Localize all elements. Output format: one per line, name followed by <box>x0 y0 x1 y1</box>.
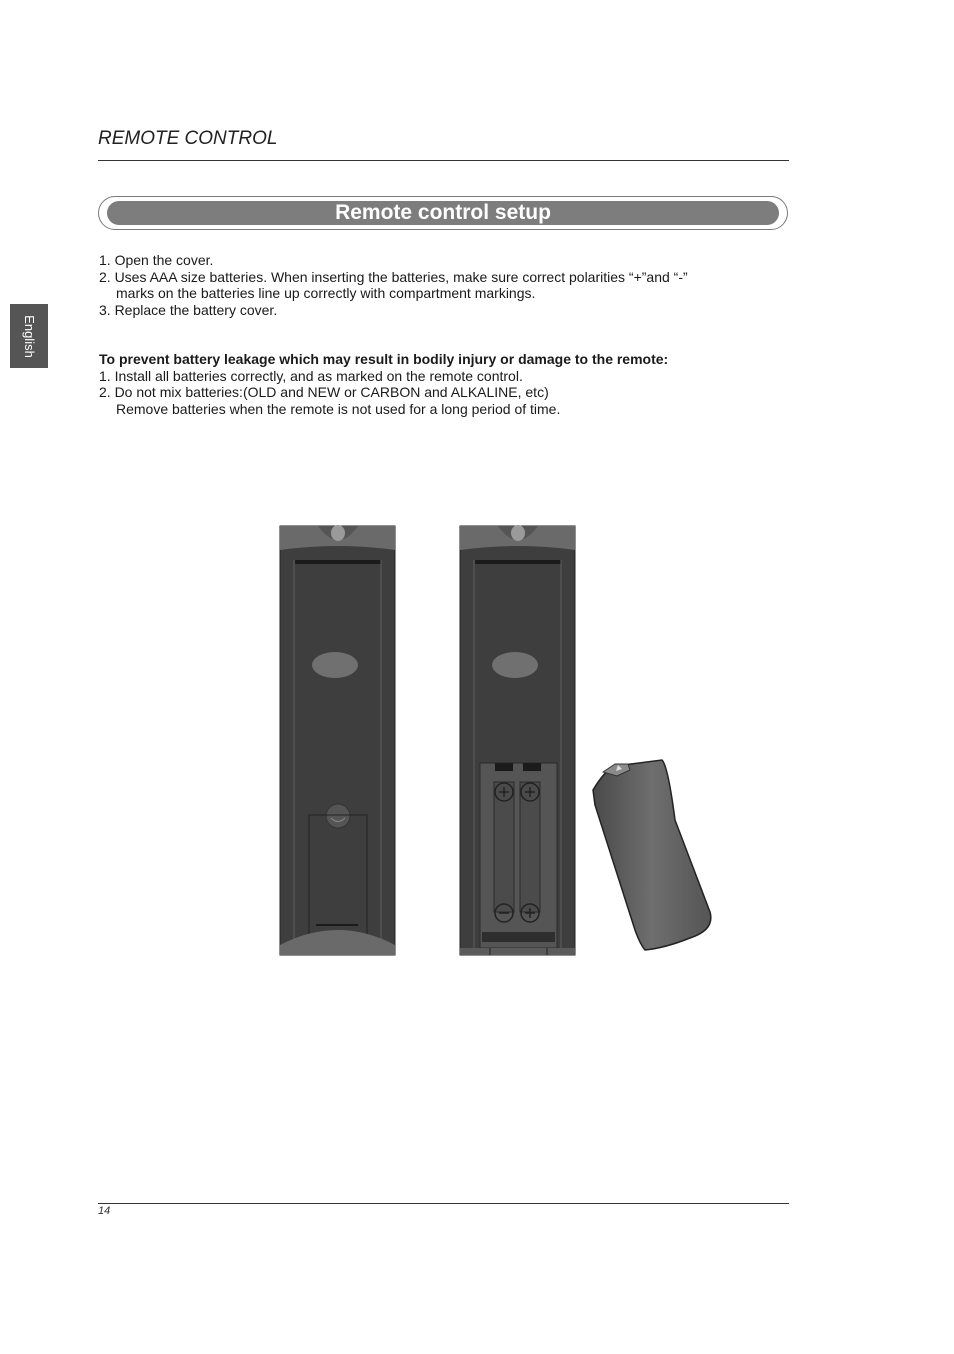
step-line: 1. Open the cover. <box>99 252 214 268</box>
banner-title: Remote control setup <box>335 201 551 224</box>
remote-back-closed <box>280 525 395 955</box>
battery-compartment <box>480 763 557 948</box>
battery-warning <box>99 351 819 418</box>
language-label: English <box>21 314 37 358</box>
warning-item: Remove batteries when the remote is not used for a long period of time. <box>116 401 561 418</box>
step-line: 3. Replace the battery cover. <box>99 302 278 319</box>
step-line: 2. Uses AAA size batteries. When inserting the batteries, make sure correct polarities “+”and “-” <box>99 268 688 285</box>
battery-cover <box>593 760 711 950</box>
footer-rule <box>98 1203 789 1204</box>
warning-item: 1. Install all batteries correctly, and as marked on the remote control. <box>99 367 523 384</box>
warning-title: To prevent battery leakage which may result in bodily injury or damage to the remote: <box>99 351 669 367</box>
header-rule <box>98 160 789 161</box>
page-number: 14 <box>98 1205 111 1217</box>
setup-steps <box>99 252 799 319</box>
banner-fill <box>107 201 779 225</box>
section-banner <box>98 196 788 230</box>
remote-back-open <box>460 525 575 955</box>
warning-item: 2. Do not mix batteries:(OLD and NEW or CARBON and ALKALINE, etc) <box>99 384 549 401</box>
remote-battery-illustration <box>270 520 730 965</box>
step-line: marks on the batteries line up correctly with compartment markings. <box>116 285 536 302</box>
language-tab <box>10 304 48 368</box>
section-title: REMOTE CONTROL <box>98 128 278 149</box>
